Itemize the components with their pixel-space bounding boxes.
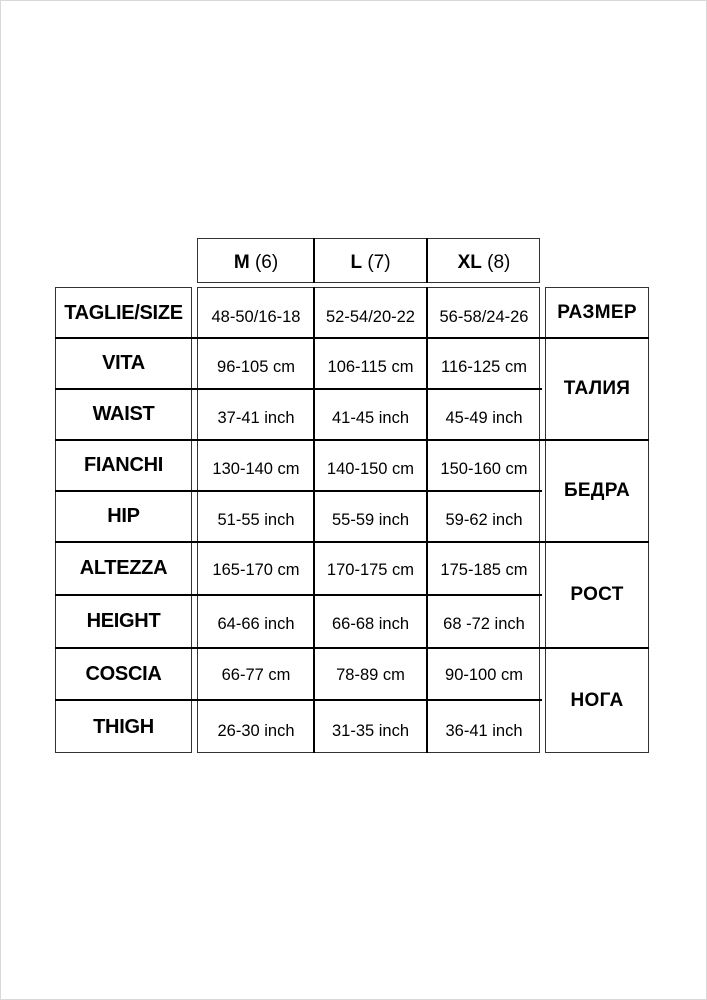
table-cell: 116-125 cm <box>441 357 527 376</box>
column-header-xl <box>428 240 540 285</box>
row-label-fianchi: FIANCHI <box>83 454 163 476</box>
table-cell: 170-175 cm <box>326 560 415 579</box>
table-cell: 51-55 inch <box>217 510 295 529</box>
column-size: XL <box>457 251 482 273</box>
column-size: M <box>233 251 250 273</box>
table-cell: 130-140 cm <box>212 459 300 478</box>
row-label-vita: VITA <box>102 352 145 374</box>
table-cell: 26-30 inch <box>217 721 295 740</box>
table-cell: 165-170 cm <box>212 560 300 579</box>
table-cell: 48-50/16-18 <box>211 307 301 326</box>
russian-label-height: РОСТ <box>570 584 624 605</box>
column-header-l <box>315 240 426 285</box>
russian-label-waist: ТАЛИЯ <box>563 378 631 399</box>
row-label-waist: WAIST <box>92 403 155 425</box>
row-label-hip: HIP <box>107 505 140 527</box>
row-label-coscia: COSCIA <box>85 662 162 685</box>
table-cell: 140-150 cm <box>326 459 415 478</box>
table-cell: 96-105 cm <box>217 357 295 376</box>
table-cell: 55-59 inch <box>331 510 410 529</box>
russian-label-size: РАЗМЕР <box>557 302 637 323</box>
table-cell: 59-62 inch <box>445 510 523 529</box>
table-cell: 31-35 inch <box>331 721 410 740</box>
table-cell: 68 -72 inch <box>443 614 525 633</box>
column-number: (7) <box>367 251 391 273</box>
row-label-height: HEIGHT <box>86 610 161 632</box>
russian-label-hip: БЕДРА <box>563 480 631 501</box>
row-label-size: TAGLIE/SIZE <box>64 301 183 324</box>
table-cell: 64-66 inch <box>217 614 295 633</box>
column-size: L <box>350 251 363 273</box>
russian-label-thigh: НОГА <box>570 690 624 711</box>
table-cell: 90-100 cm <box>445 665 523 684</box>
table-cell: 41-45 inch <box>331 408 410 427</box>
row-label-altezza: ALTEZZA <box>79 557 168 579</box>
table-cell: 45-49 inch <box>445 408 523 427</box>
column-number: (8) <box>487 251 511 273</box>
table-cell: 66-68 inch <box>331 614 410 633</box>
column-header-m <box>199 240 313 285</box>
table-cell: 66-77 cm <box>221 665 291 684</box>
row-label-thigh: THIGH <box>93 715 154 738</box>
column-number: (6) <box>254 251 279 273</box>
table-cell: 37-41 inch <box>217 408 295 427</box>
table-cell: 78-89 cm <box>336 665 405 684</box>
table-cell: 56-58/24-26 <box>439 307 529 326</box>
table-cell: 106-115 cm <box>327 357 414 376</box>
table-cell: 36-41 inch <box>445 721 523 740</box>
table-cell: 150-160 cm <box>440 459 528 478</box>
table-cell: 52-54/20-22 <box>326 307 415 326</box>
table-cell: 175-185 cm <box>440 560 528 579</box>
